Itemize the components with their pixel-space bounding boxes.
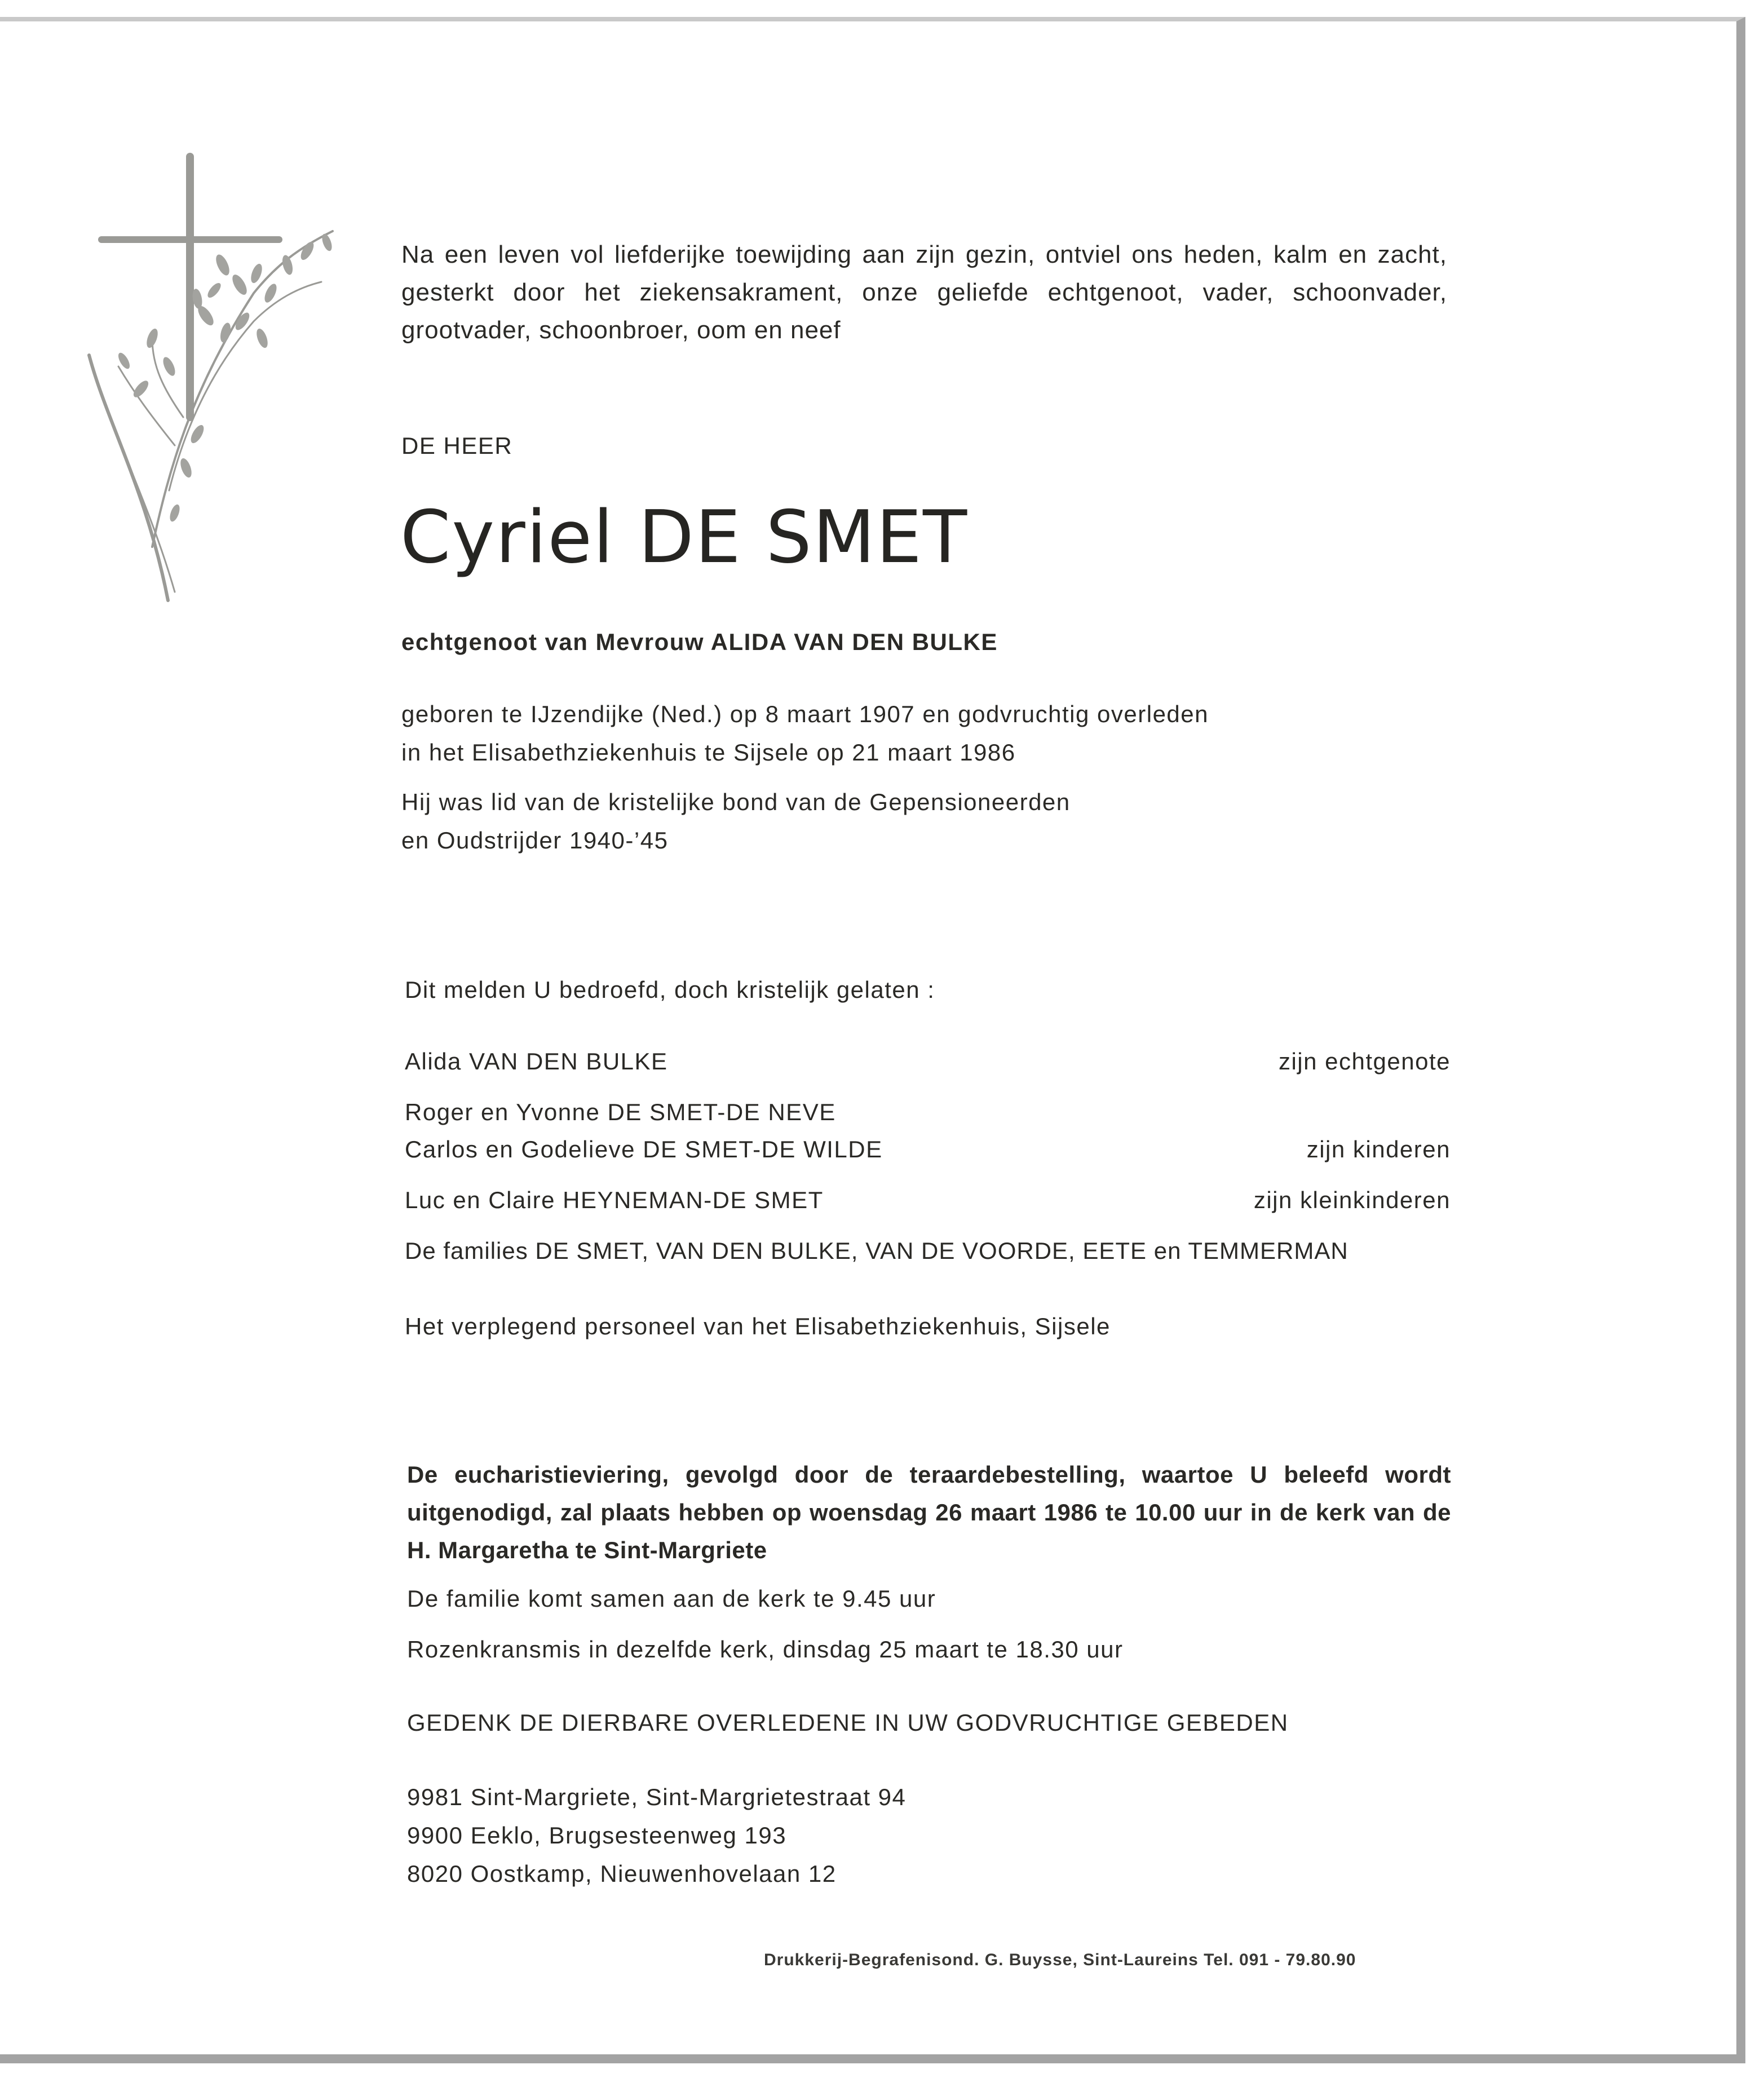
- spouse-line: [401, 630, 998, 654]
- mourner-name: Alida VAN DEN BULKE: [405, 1048, 668, 1075]
- mourner-relation: zijn kinderen: [1306, 1136, 1451, 1162]
- prayer-request: GEDENK DE DIERBARE OVERLEDENE IN UW GODVRUCHTIGE GEBEDEN: [407, 1709, 1289, 1736]
- member-line-2: en Oudstrijder 1940-’45: [401, 827, 669, 854]
- member-line-1: Hij was lid van de kristelijke bond van de Gepensioneerden: [401, 789, 1071, 815]
- deceased-name: Cyriel DE SMET: [400, 496, 969, 580]
- spouse-name: ALIDA VAN DEN BULKE: [710, 629, 998, 655]
- title-prefix: DE HEER: [401, 432, 513, 459]
- address-line: 9900 Eeklo, Brugsesteenweg 193: [407, 1822, 787, 1849]
- spouse-line-prefix: echtgenoot van Mevrouw: [401, 629, 705, 655]
- ceremony-text: De eucharistieviering, gevolgd door de teraardebestelling, waartoe U beleefd wordt uitgenodigd, zal plaats hebben op woensdag 26 maart 1986 te 10.00 uur in de kerk van de H. Margaretha te Sint-Margriete: [407, 1461, 1451, 1563]
- cross-with-grass-icon: [85, 152, 350, 609]
- mourner-name: Het verplegend personeel van het Elisabethziekenhuis, Sijsele: [405, 1313, 1111, 1339]
- family-meet: De familie komt samen aan de kerk te 9.45 uur: [407, 1585, 936, 1612]
- address-line: 9981 Sint-Margriete, Sint-Margrietestraat 94: [407, 1784, 907, 1810]
- mourner-name: De families DE SMET, VAN DEN BULKE, VAN DE VOORDE, EETE en TEMMERMAN: [405, 1237, 1349, 1264]
- mourner-name: Luc en Claire HEYNEMAN-DE SMET: [405, 1187, 824, 1213]
- born-line-2: in het Elisabethziekenhuis te Sijsele op 21 maart 1986: [401, 739, 1016, 766]
- rosary: Rozenkransmis in dezelfde kerk, dinsdag 25 maart te 18.30 uur: [407, 1636, 1124, 1663]
- mourner-relation: zijn kleinkinderen: [1253, 1187, 1451, 1213]
- mourner-relation: zijn echtgenote: [1278, 1048, 1451, 1075]
- mourner-name: Roger en Yvonne DE SMET-DE NEVE: [405, 1099, 836, 1125]
- printer-credit: Drukkerij-Begrafenisond. G. Buysse, Sint-Laureins Tel. 091 - 79.80.90: [764, 1951, 1356, 1969]
- mourner-name: Carlos en Godelieve DE SMET-DE WILDE: [405, 1136, 883, 1162]
- born-line-1: geboren te IJzendijke (Ned.) op 8 maart 1907 en godvruchtig overleden: [401, 701, 1209, 727]
- address-line: 8020 Oostkamp, Nieuwenhovelaan 12: [407, 1860, 837, 1887]
- intro-text: Na een leven vol liefderijke toewijding aan zijn gezin, ontviel ons heden, kalm en zacht, gesterkt door het ziekensakrament, onze geliefde echtgenoot, vader, schoonvader, grootvader, schoonbroer, oom en neef: [401, 241, 1447, 344]
- announcement: Dit melden U bedroefd, doch kristelijk gelaten :: [405, 976, 935, 1003]
